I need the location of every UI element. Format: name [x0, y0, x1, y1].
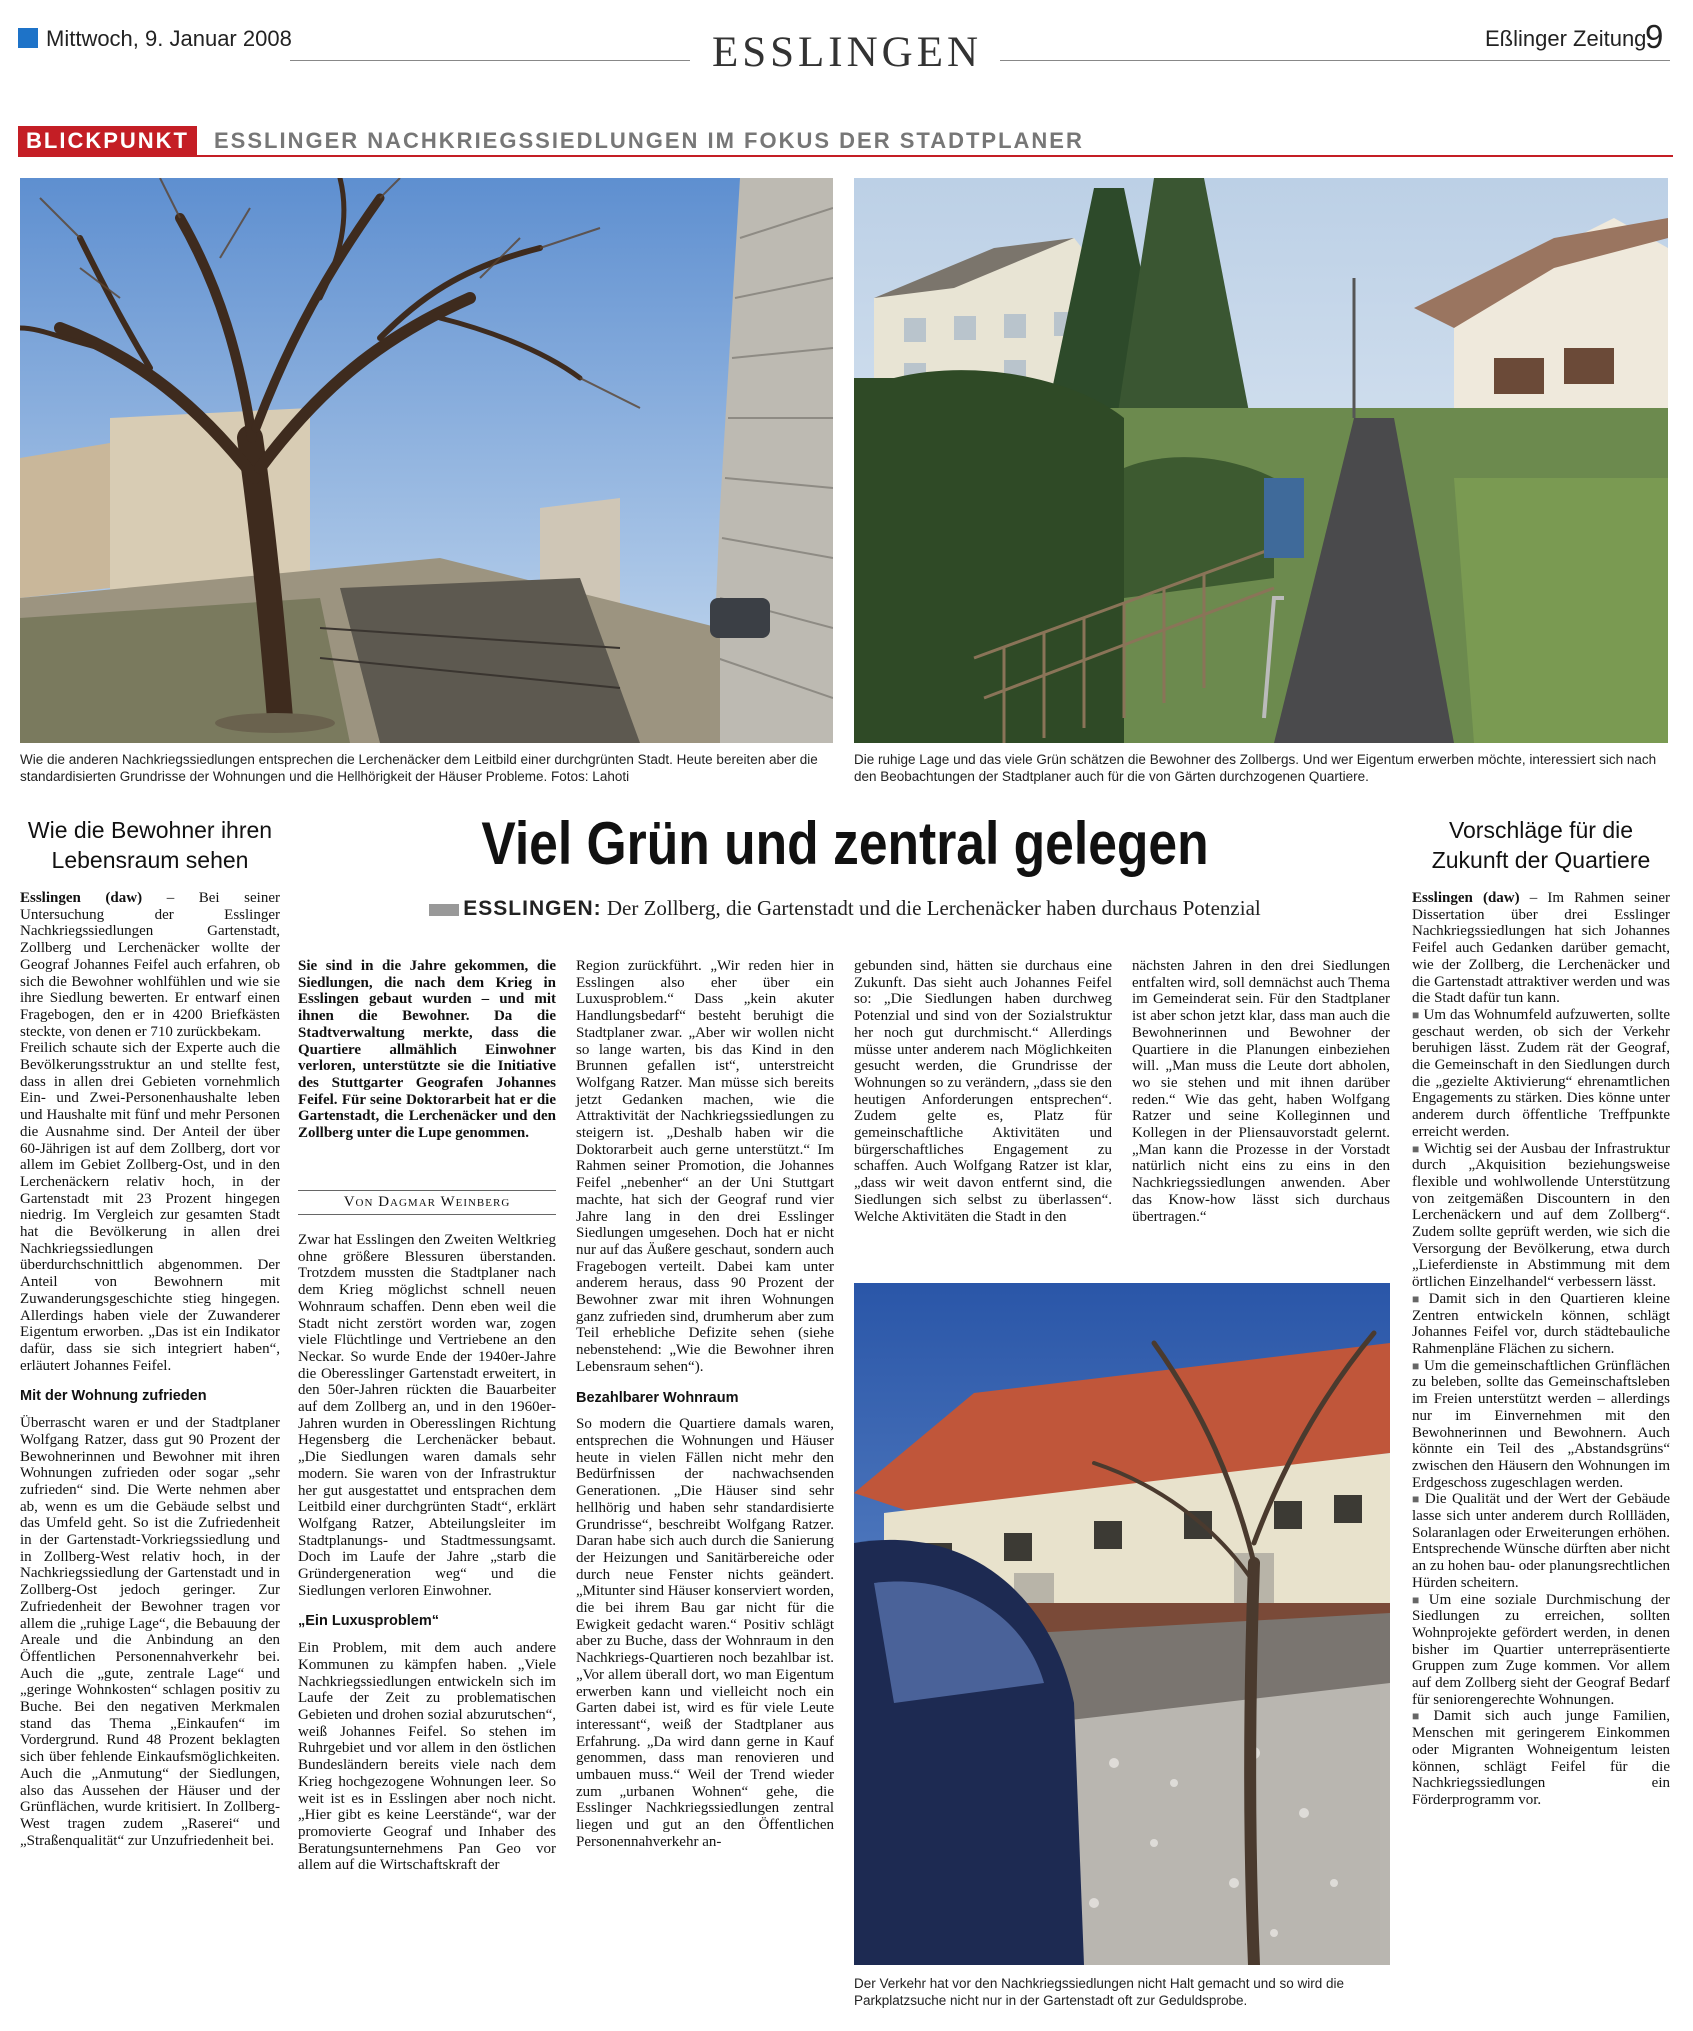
right-bullet: ■ Um eine soziale Durchmischung der Siedlungen zu erreichen, sollten Wohnprojekte gefördert werden, in denen bisher im Quartier unterrepräsentierte Gruppen zum Zuge kommen. Vor allem auf dem Zollberg sieht der Geograf Bedarf für seniorengerechte Wohnungen.	[1412, 1592, 1670, 1709]
article-column-2	[576, 958, 834, 1851]
article-subheading-wohnraum: Bezahlbarer Wohnraum	[576, 1389, 739, 1406]
subhead-text: Der Zollberg, die Gartenstadt und die Lerchenäcker haben durchaus Potenzial	[606, 896, 1261, 920]
photo-zollberg	[854, 178, 1668, 743]
right-box-column	[1412, 890, 1670, 1809]
subhead-location: ESSLINGEN:	[463, 897, 602, 920]
header-rule-right	[1000, 60, 1670, 61]
article-paragraph-4: So modern die Quartiere damals waren, entsprechen die Wohnungen und Häuser heute in vielen Fällen nicht mehr den Bedürfnissen der nachwachsenden Generationen. „Die Häuser sind sehr hellhörig und haben sehr standardisierte Grundrisse“, beschreibt Wolfgang Ratzer. Daran habe sich auch durch die Sanierung der Heizungen und Sanitärbereiche oder durch neue Fenster nichts geändert. „Mitunter sind Häuser konserviert worden, die bei ihrem Bau gar nicht für die Ewigkeit gedacht waren.“ Positiv schlägt aber zu Buche, dass der Wohnraum in den Nachkriegs-Quartieren noch bezahlbar ist. „Vor allem überall dort, wo man Eigentum erwerben kann und vielleicht noch ein Garten dabei ist, wird es für viele Leute interessant“, weiß der Stadtplaner aus Erfahrung. „Da wird dann gerne in Kauf genommen, dass man renovieren und umbauen muss.“ Weil der Trend wieder zum „urbanen Wohnen“ gehe, die Esslinger Nachkriegssiedlungen zentral liegen und gut an den Öffentlichen Personennahverkehr an-	[576, 1416, 834, 1850]
photo-caption-3: Der Verkehr hat vor den Nachkriegssiedlungen nicht Halt gemacht und so wird die Parkplatzsuche nicht nur in der Gartenstadt oft zur Geduldsprobe.	[854, 1976, 1345, 2008]
byline: Von Dagmar Weinberg	[298, 1190, 556, 1215]
article-column-4	[1132, 958, 1390, 1225]
left-paragraph-3: Überrascht waren er und der Stadtplaner Wolfgang Ratzer, dass gut 90 Prozent der Bewohnerinnen und Bewohner mit ihren Wohnungen zufrieden oder sogar „sehr zufrieden“ sind. Die Werte nehmen aber ab, wenn es um die Gebäude selbst und das Umfeld geht. So ist die Zufriedenheit in der Gartenstadt-Vorkriegssiedlung und in Zollberg-West relativ hoch, in der Nachkriegssiedlung der Gartenstadt und in Zollberg-Ost jedoch geringer. Zur Zufriedenheit der Bewohner tragen vor allem die „ruhige Lage“, die Bebauung der Areale und die Anbindung an den Öffentlichen Personennahverkehr bei. Auch die „gute, zentrale Lage“ und „geringe Wohnkosten“ schlagen positiv zu Buche. Bei den negativen Merkmalen stand das Thema „Einkaufen“ im Vordergrund. Rund 48 Prozent beklagten sich über fehlende Einkaufsmöglichkeiten. Auch die „Anmutung“ der Siedlungen, also das Aussehen der Häuser und der Grünflächen, wurde kritisiert. In Zollberg-West tragen zudem „Raserei“ und „Straßenqualität“ zur Unzufriedenheit bei.	[20, 1415, 280, 1849]
article-paragraph-5: gebunden sind, hätten sie durchaus eine Zukunft. Das sieht auch Johannes Feifel so: „Die Siedlungen haben durchweg Potenzial und sind von der Sozialstruktur her noch gut durchmischt.“ Allerdings müsse unter anderem nach Möglichkeiten gesucht werden, die Grundrisse der Wohnungen so zu verändern, „dass sie den heutigen Anforderungen entsprechen“. Zudem gelte es, Platz für gemeinschaftliche Aktivitäten und bürgerschaftliches Engagement zu schaffen. Auch Wolfgang Ratzer ist klar, „dass wir weit davon entfernt sind, die Siedlungen sich selbst zu überlassen“. Welche Aktivitäten die Stadt in den	[854, 958, 1112, 1225]
subhead-marker	[429, 904, 459, 916]
left-paragraph-1	[20, 890, 280, 1040]
kicker-tag: BLICKPUNKT	[18, 126, 197, 156]
right-bullet: ■ Um die gemeinschaftlichen Grünflächen zu beleben, sollte das Gemeinschaftsleben im Freien unterstützt werden – allerdings nur im Einvernehmen mit den Bewohnerinnen und Bewohnern. Auch könnte ein Teil des „Abstandsgrüns“ zwischen den Häusern den Wohnungen im Erdgeschoss zugeschlagen werden.	[1412, 1358, 1670, 1492]
newspaper-name: Eßlinger Zeitung	[1485, 26, 1647, 51]
right-text-1: – Im Rahmen seiner Dissertation über drei Esslinger Nachkriegssiedlungen hat sich Johannes Feifel auch Gedanken darüber gemacht, wie der Zollberg, die Lerchenäcker und die Gartenstadt attraktiver werden und was die Stadt dafür tun kann.	[1412, 890, 1670, 1007]
left-text-1: – Bei seiner Untersuchung der Esslinger Nachkriegssiedlungen Gartenstadt, Zollberg und Lerchenäcker wollte der Geograf Johannes Feifel auch erfahren, ob sich die Bewohner wohlfühlen und wie sie ihre Siedlung bewerten. Er entwarf einen Fragebogen, den er in 4200 Briefkästen steckte, von denen er 710 zurückbekam.	[20, 890, 280, 1040]
left-box-column	[20, 890, 280, 1849]
article-column-1-body	[298, 1232, 556, 1874]
right-box-headline: Vorschläge für die Zukunft der Quartiere	[1431, 817, 1651, 873]
section-color-marker	[18, 28, 38, 48]
right-paragraph-1	[1412, 890, 1670, 1007]
article-paragraph-2: Ein Problem, mit dem auch andere Kommunen zu kämpfen haben. „Viele Nachkriegssiedlungen entwickeln sich im Laufe der Zeit zu problematischen Gebieten und drohen sozial abzurutschen“, weiß Johannes Feifel. So stehen im Ruhrgebiet und vor allem in den östlichen Bundesländern bereits viele nach dem Krieg hochgezogene Wohnungen leer. So weit ist es in Esslingen aber noch nicht. „Hier gibt es keine Leerstände“, war der promovierte Geograf und Inhaber des Beratungsunternehmens Pan Geo vor allem auf die Wirtschaftskraft der	[298, 1640, 556, 1874]
right-bullet: ■ Die Qualität und der Wert der Gebäude lasse sich unter anderem durch Rollläden, Solaranlagen oder Erweiterungen erhöhen. Entsprechende Wünsche dürften aber nicht an zu hohen bau- oder planungsrechtlichen Hürden scheitern.	[1412, 1491, 1670, 1591]
kicker-text: ESSLINGER NACHKRIEGSSIEDLUNGEN IM FOKUS DER STADTPLANER	[214, 128, 1084, 153]
photo-gartenstadt-parking	[854, 1283, 1390, 1965]
photo-caption-2: Die ruhige Lage und das viele Grün schätzen die Bewohner des Zollbergs. Und wer Eigentum erwerben möchte, interessiert sich nach den Beobachtungen der Stadtplaner auch für die von Gärten durchzogenen Quartiere.	[854, 752, 1657, 784]
photo-lerchenaecker	[20, 178, 833, 743]
left-subheading: Mit der Wohnung zufrieden	[20, 1388, 207, 1405]
right-bullet: ■ Damit sich in den Quartieren kleine Zentren entwickeln können, schlägt Johannes Feifel vor, durch städtebauliche Rahmenpläne Flächen zu sichern.	[1412, 1291, 1670, 1358]
page-number: 9	[1645, 18, 1664, 55]
article-column-1	[298, 958, 556, 1142]
right-bullet: ■ Wichtig sei der Ausbau der Infrastruktur durch „Akquisition beziehungsweise flexible und wohlwollende Unterstützung von zeitgemäßen Discountern in den Lerchenäckern und auf dem Zollberg“. Zudem sollte geprüft werden, wie sich die Versorgung der Bevölkerung, etwa durch „Lieferdienste in Abstimmung mit dem örtlichen Einzelhandel“ verbessern lässt.	[1412, 1141, 1670, 1291]
right-bullet: ■ Um das Wohnumfeld aufzuwerten, sollte geschaut werden, ob sich der Verkehr beruhigen lässt. Zudem rät der Geograf, die Gemeinschaft in den Siedlungen durch die „gezielte Aktivierung“ ehrenamtlichen Engagements zu stärken. Dies könne unter anderem durch öffentliche Treffpunkte erreicht werden.	[1412, 1007, 1670, 1141]
left-dateline: Esslingen (daw)	[20, 890, 143, 906]
main-headline: Viel Grün und zentral gelegen	[481, 810, 1209, 877]
article-intro: Sie sind in die Jahre gekommen, die Siedlungen, die nach dem Krieg in Esslingen gebaut wurden – und mit ihnen die Bewohner. Da die Stadtverwaltung merkte, dass die Quartiere allmählich Einwohner verloren, unterstützte sie die Initiative des Stuttgarter Geografen Johannes Feifel. Für seine Doktorarbeit hat er die Gartenstadt, die Lerchenäcker und den Zollberg unter die Lupe genommen.	[298, 958, 556, 1142]
article-paragraph-1: Zwar hat Esslingen den Zweiten Weltkrieg ohne größere Blessuren überstanden. Trotzdem mussten die Stadtplaner nach dem Krieg möglichst schnell neuen Wohnraum schaffen. Denn eben weil die Stadt nicht zerstört worden war, zogen viele Flüchtlinge und Vertriebene an den Neckar. So wurde Ende der 1940er-Jahre die Oberesslinger Gartenstadt erweitert, in den 50er-Jahren rückten die Bauarbeiter auf dem Zollberg an, und in den 1960er-Jahren wurden in Oberesslingen Richtung Hegensberg die Lerchenäcker bebaut. „Die Siedlungen waren damals sehr modern. Sie waren von der Infrastruktur her gut ausgestattet und entsprachen dem Leitbild einer durchgrünten Stadt“, erklärt Wolfgang Ratzer, Abteilungsleiter im Stadtplanungs- und Stadtmessungsamt. Doch im Laufe der Jahre „starb die Gründergeneration weg“ und die Siedlungen verloren Einwohner.	[298, 1232, 556, 1599]
right-bullet: ■ Damit sich auch junge Familien, Menschen mit geringerem Einkommen oder Migranten Wohneigentum leisten können, schlägt Feifel für die Nachkriegssiedlungen ein Förderprogramm vor.	[1412, 1708, 1670, 1808]
article-subheading-luxus: „Ein Luxusproblem“	[298, 1613, 439, 1630]
issue-date: Mittwoch, 9. Januar 2008	[46, 26, 292, 51]
section-title: ESSLINGEN	[711, 29, 983, 76]
right-dateline: Esslingen (daw)	[1412, 890, 1520, 906]
article-paragraph-3: Region zurückführt. „Wir reden hier in Esslingen also eher über ein Luxusproblem.“ Dass „kein akuter Handlungsbedarf“ besteht beruhigt die Stadtplaner zwar. „Aber wir wollen nicht so lange warten, bis das Kind in den Brunnen gefallen ist“, unterstreicht Wolfgang Ratzer. Man müsse sich bereits jetzt Gedanken machen, wie die Attraktivität der Nachkriegssiedlungen zu steigern ist. „Deshalb haben wir die Doktorarbeit auch gerne unterstützt.“ Im Rahmen seiner Promotion, die Johannes Feifel „nebenher“ an der Uni Stuttgart machte, hat sich der Geograf rund vier Jahre lang in den drei Esslinger Siedlungen umgesehen. Doch hat er nicht nur auf das Äußere geschaut, sondern auch Fragebogen verteilt. Dabei kam unter anderem heraus, dass 90 Prozent der Bewohner zwar mit ihren Wohnungen ganz zufrieden sind, drumherum aber zum Teil erhebliche Defizite sehen (siehe nebenstehend: „Wie die Bewohner ihren Lebensraum sehen“).	[576, 958, 834, 1375]
kicker-rule	[18, 155, 1673, 157]
article-column-3	[854, 958, 1112, 1225]
header-rule-left	[290, 60, 690, 61]
subheadline	[300, 896, 1390, 921]
left-box-headline: Wie die Bewohner ihren Lebensraum sehen	[27, 817, 273, 873]
photo-caption-1: Wie die anderen Nachkriegssiedlungen entsprechen die Lerchenäcker dem Leitbild einer durchgrünten Stadt. Heute bereiten aber die standardisierten Grundrisse der Wohnungen und die Hellhörigkeit der Häuser Probleme. Fotos: Lahoti	[20, 752, 818, 784]
left-paragraph-2: Freilich schaute sich der Experte auch die Bevölkerungsstruktur an und stellte fest, dass in allen drei Gebieten vornehmlich Ein- und Zwei-Personenhaushalte leben und Haushalte mit fünf und mehr Personen die Ausnahme sind. Der Anteil der über 60-Jährigen ist auf dem Zollberg, dort vor allem im Gebiet Zollberg-Ost, und in den Lerchenäckern relativ hoch, in der Gartenstadt mit 23 Prozent hingegen niedrig. Im Vergleich zur gesamten Stadt hat die Bevölkerung in allen drei Nachkriegssiedlungen überdurchschnittlich abgenommen. Der Anteil von Bewohnern mit Zuwanderungsgeschichte stieg hingegen. Allerdings haben viele der Zuwanderer Eigentum erworben. „Das ist ein Indikator dafür, dass sie sich integriert haben“, erläutert Johannes Feifel.	[20, 1040, 280, 1374]
article-paragraph-6: nächsten Jahren in den drei Siedlungen entfalten wird, soll demnächst auch Thema im Gemeinderat sein. Für den Stadtplaner ist aber schon jetzt klar, dass man auch die Bewohnerinnen und Bewohner der Quartiere in die Planungen einbeziehen will. „Man muss die Leute dort abholen, wo sie stehen und mit ihnen darüber reden.“ Wie das geht, haben Wolfgang Ratzer und seine Kolleginnen und Kollegen in der Pliensauvorstadt gelernt. „Man kann die Prozesse in der Vorstadt natürlich nicht eins zu eins in den Nachkriegssiedlungen anwenden. Aber das Know-how lässt sich durchaus übertragen.“	[1132, 958, 1390, 1225]
